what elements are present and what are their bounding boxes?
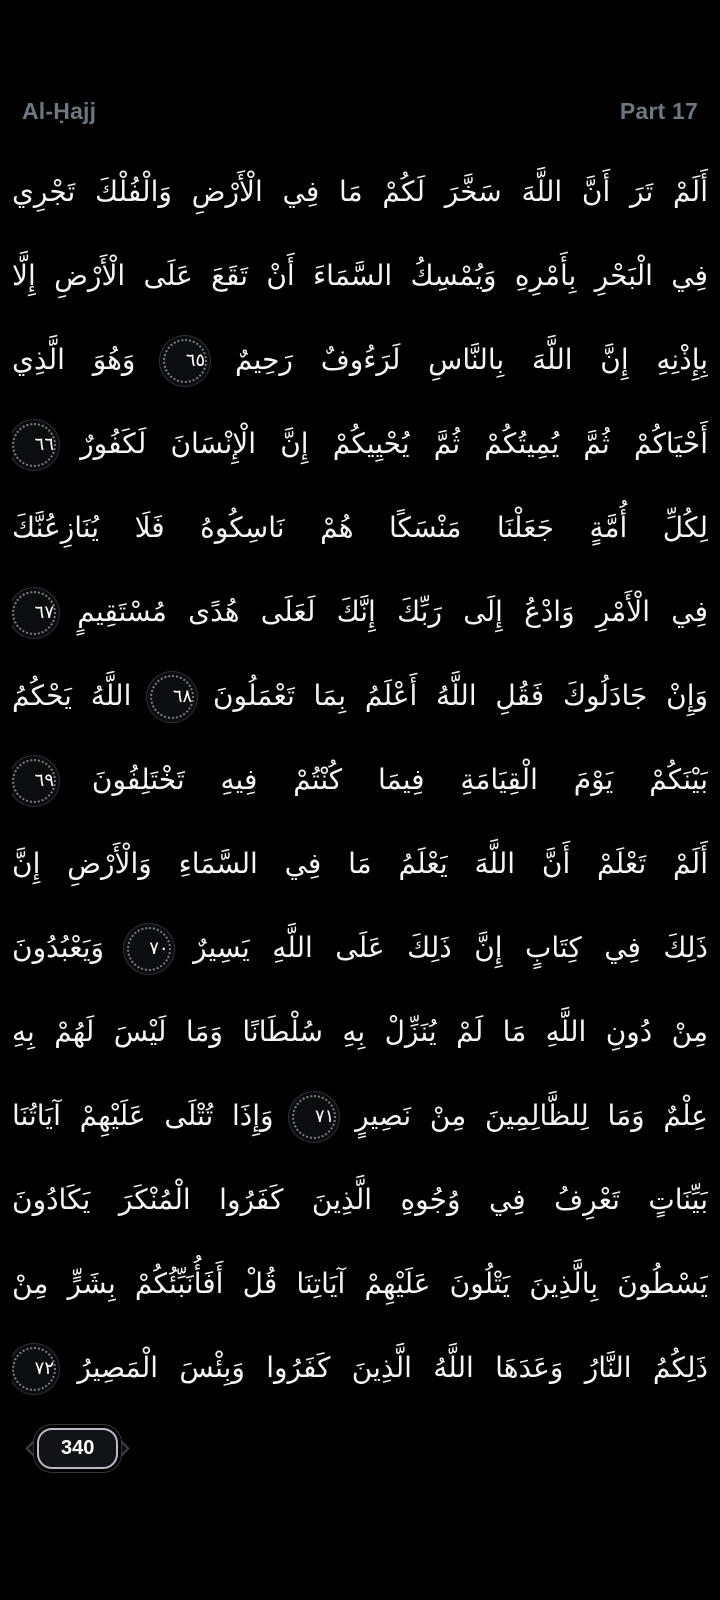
ayah-end-marker: ٧١ <box>292 1095 336 1139</box>
quran-line <box>12 738 708 822</box>
verse-text: أَحْيَاكُمْ ثُمَّ يُمِيتُكُمْ ثُمَّ يُحْيِيكُمْ إِنَّ الْإِنْسَانَ لَكَفُورٌ <box>80 427 708 460</box>
verse-text: يَسْطُونَ بِالَّذِينَ يَتْلُونَ عَلَيْهِمْ آيَاتِنَا قُلْ أَفَأُنَبِّئُكُمْ بِشَرٍّ مِنْ <box>12 1267 708 1300</box>
page-number-badge[interactable] <box>28 1428 127 1469</box>
quran-line <box>12 654 708 738</box>
quran-line <box>12 150 708 234</box>
verse-text: وَإِنْ جَادَلُوكَ فَقُلِ اللَّهُ أَعْلَمُ بِمَا تَعْمَلُونَ <box>212 679 708 712</box>
verse-text: وَإِذَا تُتْلَى عَلَيْهِمْ آيَاتُنَا <box>12 1099 274 1132</box>
quran-line <box>12 486 708 570</box>
verse-text: بَيْنَكُمْ يَوْمَ الْقِيَامَةِ فِيمَا كُنْتُمْ فِيهِ تَخْتَلِفُونَ <box>91 763 708 796</box>
verse-text: لِكُلِّ أُمَّةٍ جَعَلْنَا مَنْسَكًا هُمْ نَاسِكُوهُ فَلَا يُنَازِعُنَّكَ <box>12 511 708 544</box>
verse-text: فِي الْأَمْرِ وَادْعُ إِلَى رَبِّكَ إِنَّكَ لَعَلَى هُدًى مُسْتَقِيمٍ <box>77 595 708 628</box>
verse-text: بِإِذْنِهِ إِنَّ اللَّهَ بِالنَّاسِ لَرَءُوفٌ رَحِيمٌ <box>235 343 708 376</box>
ayah-end-marker: ٦٥ <box>163 339 207 383</box>
quran-line <box>12 402 708 486</box>
ayah-end-marker: ٦٩ <box>12 759 56 803</box>
part-label: Part 17 <box>619 98 698 124</box>
quran-line <box>12 234 708 318</box>
surah-name: Al-Ḥajj <box>22 98 97 124</box>
ayah-end-marker: ٦٦ <box>12 423 56 467</box>
verse-text: بَيِّنَاتٍ تَعْرِفُ فِي وُجُوهِ الَّذِينَ كَفَرُوا الْمُنْكَرَ يَكَادُونَ <box>12 1183 708 1216</box>
verse-text: عِلْمٌ وَمَا لِلظَّالِمِينَ مِنْ نَصِيرٍ <box>355 1099 708 1132</box>
quran-line <box>12 1074 708 1158</box>
quran-line <box>12 318 708 402</box>
verse-text: ذَلِكُمُ النَّارُ وَعَدَهَا اللَّهُ الَّذِينَ كَفَرُوا وَبِئْسَ الْمَصِيرُ <box>77 1351 708 1384</box>
verse-text: أَلَمْ تَعْلَمْ أَنَّ اللَّهَ يَعْلَمُ مَا فِي السَّمَاءِ وَالْأَرْضِ إِنَّ <box>12 847 708 880</box>
quran-line <box>12 990 708 1074</box>
verse-text: مِنْ دُونِ اللَّهِ مَا لَمْ يُنَزِّلْ بِهِ سُلْطَانًا وَمَا لَيْسَ لَهُمْ بِهِ <box>12 1015 708 1048</box>
ayah-end-marker: ٦٧ <box>12 591 56 635</box>
quran-line <box>12 1158 708 1242</box>
verse-text: أَلَمْ تَرَ أَنَّ اللَّهَ سَخَّرَ لَكُمْ مَا فِي الْأَرْضِ وَالْفُلْكَ تَجْرِي <box>12 175 708 208</box>
quran-line <box>12 906 708 990</box>
verse-text: اللَّهُ يَحْكُمُ <box>12 679 132 712</box>
mushaf-lines[interactable] <box>12 150 708 1412</box>
verse-text: وَهُوَ الَّذِي <box>12 343 136 376</box>
quran-line <box>12 822 708 906</box>
ayah-end-marker: ٦٨ <box>150 675 194 719</box>
quran-line <box>12 1242 708 1326</box>
verse-text: فِي الْبَحْرِ بِأَمْرِهِ وَيُمْسِكُ السَّمَاءَ أَنْ تَقَعَ عَلَى الْأَرْضِ إِلَّا <box>12 259 708 292</box>
ayah-end-marker: ٧٢ <box>12 1347 56 1391</box>
ayah-end-marker: ٧٠ <box>127 927 171 971</box>
page-number-box <box>37 1428 118 1469</box>
verse-text: ذَلِكَ فِي كِتَابٍ إِنَّ ذَلِكَ عَلَى اللَّهِ يَسِيرٌ <box>193 931 708 964</box>
verse-text: وَيَعْبُدُونَ <box>12 931 105 964</box>
page-number: 340 <box>61 1437 95 1459</box>
quran-line <box>12 1326 708 1410</box>
page-header <box>22 98 698 125</box>
quran-line <box>12 570 708 654</box>
